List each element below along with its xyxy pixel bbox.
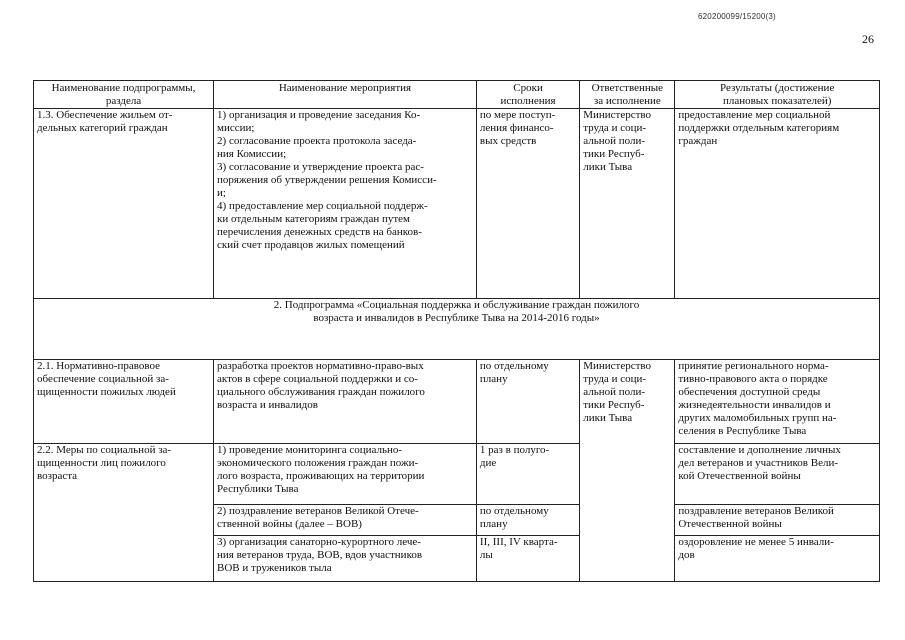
text-line: щищенности пожилых людей bbox=[37, 386, 176, 398]
table-row bbox=[34, 444, 880, 505]
header-terms bbox=[476, 81, 579, 109]
row-2-1-activity bbox=[214, 360, 477, 444]
text-line: ния Комиссии; bbox=[217, 148, 287, 160]
text-line: разработка проектов нормативно-право-вых bbox=[217, 360, 424, 372]
page-number: 26 bbox=[862, 32, 874, 46]
text-line: исполнения bbox=[500, 95, 556, 107]
text-line: и; bbox=[217, 187, 226, 199]
table-row bbox=[34, 109, 880, 299]
text-line: лики Тыва bbox=[583, 161, 633, 173]
program-table bbox=[33, 80, 880, 582]
text-line: плановых показателей) bbox=[722, 95, 832, 107]
text-line: актов в сфере социальной поддержки и со- bbox=[217, 373, 418, 385]
text-line: 4) предоставление мер социальной поддерж- bbox=[217, 200, 428, 212]
row-1-3-activity bbox=[214, 109, 477, 299]
text-line: миссии; bbox=[217, 122, 255, 134]
text-line: обеспечение социальной за- bbox=[37, 373, 169, 385]
row-2-2-activity-1 bbox=[214, 444, 477, 505]
text-line: щищенности лиц пожилого bbox=[37, 457, 166, 469]
text-line: перечисления денежных средств на банков- bbox=[217, 226, 422, 238]
row-2-2-results-1 bbox=[675, 444, 880, 505]
text-line: поздравление ветеранов Великой bbox=[678, 505, 834, 517]
text-line: плану bbox=[479, 518, 508, 530]
text-line: лы bbox=[479, 549, 493, 561]
text-line: дие bbox=[479, 457, 497, 469]
text-line: селения в Республике Тыва bbox=[678, 425, 807, 437]
row-2-2-name bbox=[34, 444, 214, 582]
document-code: 620200099/15200(3) bbox=[698, 12, 776, 21]
header-subprogram bbox=[34, 81, 214, 109]
row-2-1-name bbox=[34, 360, 214, 444]
row-2-2-results-3 bbox=[675, 536, 880, 582]
text-line: 2.1. Нормативно-правовое bbox=[37, 360, 160, 372]
text-line: принятие регионального норма- bbox=[678, 360, 829, 372]
row-1-3-name bbox=[34, 109, 214, 299]
text-line: экономического положения граждан пожи- bbox=[217, 457, 419, 469]
text-line: альной поли- bbox=[583, 386, 646, 398]
text-line: труда и соци- bbox=[583, 122, 647, 134]
text-line: 2) согласование проекта протокола заседа- bbox=[217, 135, 417, 147]
text-line: 3) организация санаторно-курортного лече- bbox=[217, 536, 421, 548]
row-2-2-terms-2 bbox=[476, 505, 579, 536]
row-2-2-results-2 bbox=[675, 505, 880, 536]
row-1-3-terms bbox=[476, 109, 579, 299]
text-line: жизнедеятельности инвалидов и bbox=[678, 399, 831, 411]
text-line: дельных категорий граждан bbox=[37, 122, 168, 134]
text-line: оздоровление не менее 5 инвали- bbox=[678, 536, 834, 548]
text-line: II, III, IV кварта- bbox=[479, 536, 558, 548]
text-line: ния ветеранов труда, ВОВ, вдов участников bbox=[217, 549, 423, 561]
text-line: ственной войны (далее – ВОВ) bbox=[217, 518, 362, 530]
text-line: 1) проведение мониторинга социально- bbox=[217, 444, 403, 456]
table-header-row bbox=[34, 81, 880, 109]
text-line: ления финансо- bbox=[479, 122, 554, 134]
row-1-3-results bbox=[675, 109, 880, 299]
text-line: труда и соци- bbox=[583, 373, 647, 385]
section-row bbox=[34, 299, 880, 360]
text-line: плану bbox=[479, 373, 508, 385]
text-line: по мере поступ- bbox=[479, 109, 556, 121]
text-line: ский счет продавцов жилых помещений bbox=[217, 239, 405, 251]
text-line: 1.3. Обеспечение жильем от- bbox=[37, 109, 173, 121]
text-line: тивно-правового акта о порядке bbox=[678, 373, 828, 385]
section-2-title bbox=[34, 299, 880, 360]
text-line: тики Респуб- bbox=[583, 399, 645, 411]
text-line: возраста и инвалидов bbox=[217, 399, 318, 411]
text-line: Ответственные bbox=[591, 82, 664, 94]
text-line: по отдельному bbox=[479, 360, 549, 372]
text-line: дов bbox=[678, 549, 695, 561]
text-line: за исполнение bbox=[593, 95, 661, 107]
row-2-responsible bbox=[580, 360, 675, 582]
text-line: Наименование мероприятия bbox=[278, 82, 412, 94]
header-responsible bbox=[580, 81, 675, 109]
header-activity bbox=[214, 81, 477, 109]
text-line: 2) поздравление ветеранов Великой Отече- bbox=[217, 505, 419, 517]
text-line: раздела bbox=[105, 95, 142, 107]
text-line: предоставление мер социальной bbox=[678, 109, 831, 121]
text-line: Сроки bbox=[513, 82, 543, 94]
text-line: дел ветеранов и участников Вели- bbox=[678, 457, 838, 469]
text-line: кой Отечественной войны bbox=[678, 470, 801, 482]
text-line: поддержки отдельным категориям bbox=[678, 122, 840, 134]
table-row bbox=[34, 360, 880, 444]
row-1-3-responsible bbox=[580, 109, 675, 299]
text-line: циального обслуживания граждан пожилого bbox=[217, 386, 425, 398]
text-line: 1 раз в полуго- bbox=[479, 444, 550, 456]
text-line: других маломобильных групп на- bbox=[678, 412, 837, 424]
text-line: граждан bbox=[678, 135, 718, 147]
text-line: ки отдельным категориям граждан путем bbox=[217, 213, 411, 225]
text-line: возраста bbox=[37, 470, 78, 482]
text-line: обеспечения доступной среды bbox=[678, 386, 821, 398]
row-2-2-activity-3 bbox=[214, 536, 477, 582]
row-2-2-activity-2 bbox=[214, 505, 477, 536]
header-results bbox=[675, 81, 880, 109]
text-line: Министерство bbox=[583, 109, 652, 121]
text-line: Министерство bbox=[583, 360, 652, 372]
text-line: 1) организация и проведение заседания Ко- bbox=[217, 109, 421, 121]
text-line: 2. Подпрограмма «Социальная поддержка и обслуживание граждан пожилого bbox=[273, 299, 640, 311]
text-line: тики Респуб- bbox=[583, 148, 645, 160]
row-2-2-terms-3 bbox=[476, 536, 579, 582]
text-line: ВОВ и тружеников тыла bbox=[217, 562, 332, 574]
text-line: поряжения об утверждении решения Комисси- bbox=[217, 174, 437, 186]
text-line: 2.2. Меры по социальной за- bbox=[37, 444, 172, 456]
text-line: Отечественной войны bbox=[678, 518, 782, 530]
row-2-2-terms-1 bbox=[476, 444, 579, 505]
text-line: лики Тыва bbox=[583, 412, 633, 424]
row-2-1-results bbox=[675, 360, 880, 444]
text-line: составление и дополнение личных bbox=[678, 444, 841, 456]
text-line: альной поли- bbox=[583, 135, 646, 147]
text-line: 3) согласование и утверждение проекта рас- bbox=[217, 161, 424, 173]
text-line: Республики Тыва bbox=[217, 483, 299, 495]
text-line: Наименование подпрограммы, bbox=[51, 82, 196, 94]
text-line: лого возраста, проживающих на территории bbox=[217, 470, 425, 482]
row-2-1-terms bbox=[476, 360, 579, 444]
text-line: вых средств bbox=[479, 135, 537, 147]
text-line: Результаты (достижение bbox=[720, 82, 835, 94]
text-line: по отдельному bbox=[479, 505, 549, 517]
text-line: возраста и инвалидов в Республике Тыва на 2014-2016 годы» bbox=[313, 312, 600, 324]
